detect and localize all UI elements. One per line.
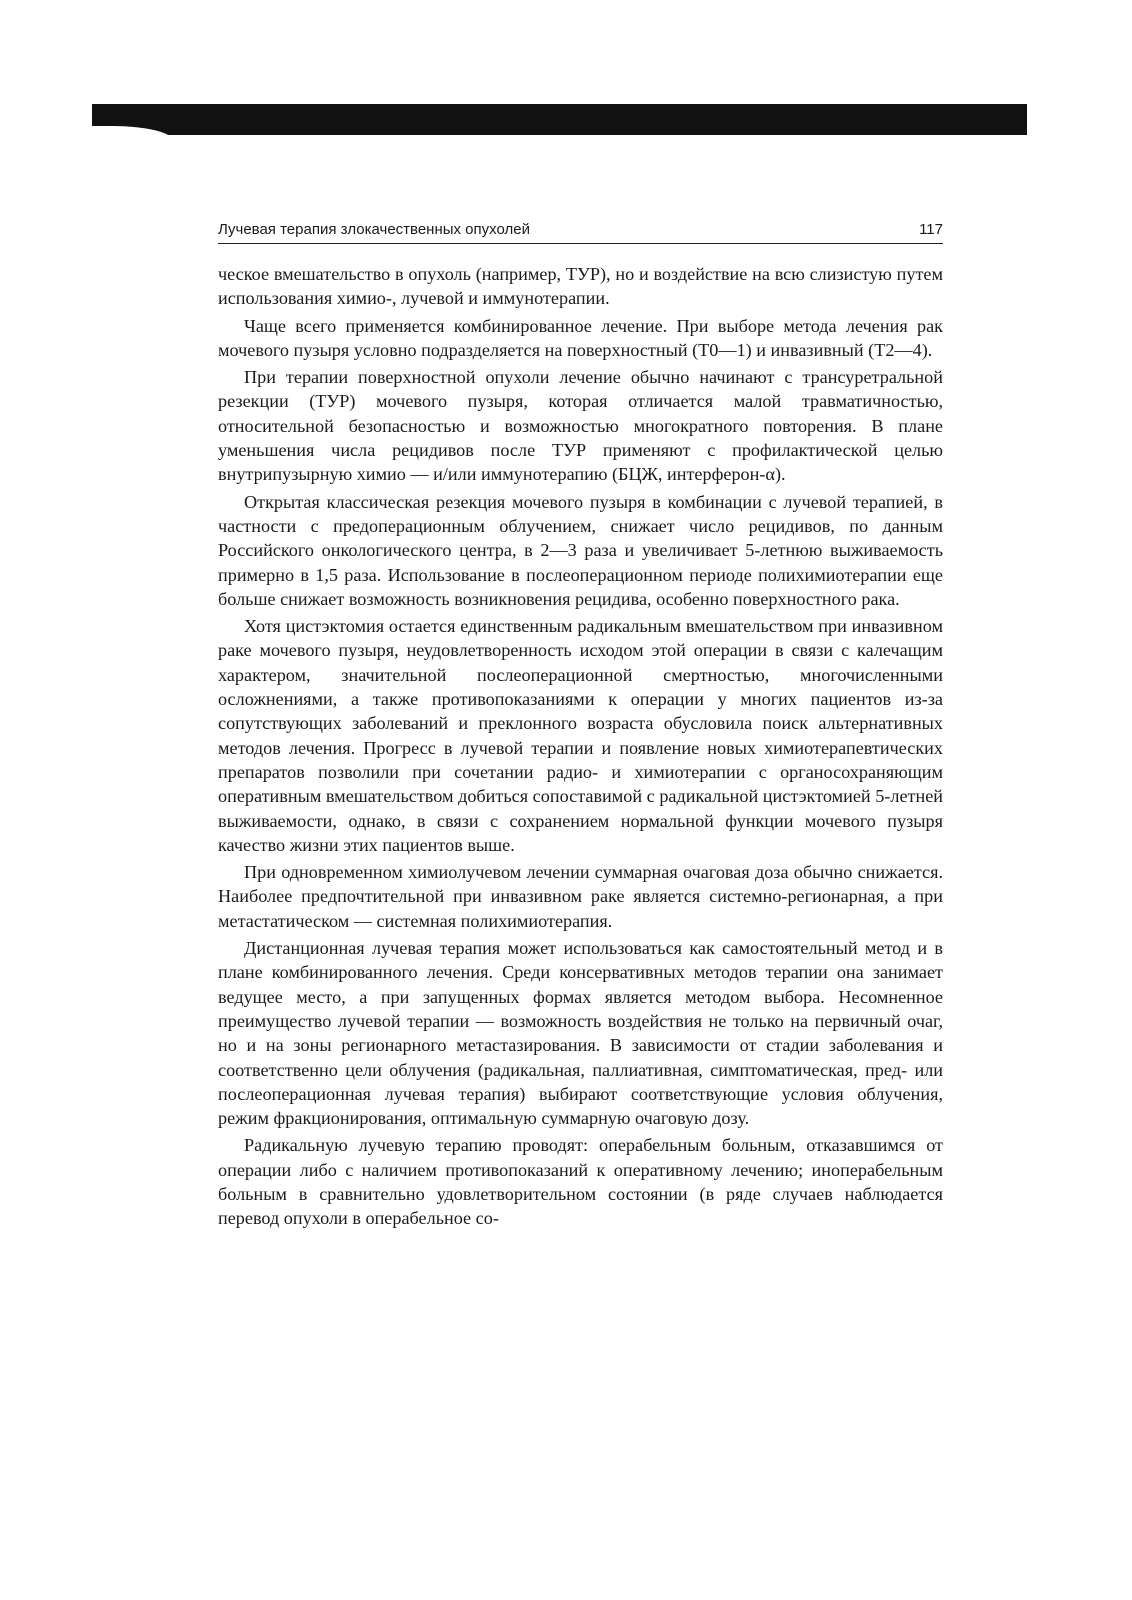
- paragraph: Чаще всего применяется комбинированное лечение. При выборе метода лечения рак мочевого пузыря условно подразделяется на поверхностный (Т0—1) и инвазивный (Т2—4).: [218, 315, 943, 360]
- running-header: [218, 219, 943, 244]
- paragraph: Хотя цистэктомия остается единственным радикальным вмешательством при инвазивном раке мочевого пузыря, неудовлетворенность исходом этой операции в связи с калечащим характером, значительной послеоперационной смертностью, многочисленными осложнениями, а также противопоказаниями к операции у многих пациентов из-за сопутствующих заболеваний и преклонного возраста обусловила поиск альтернативных методов лечения. Прогресс в лучевой терапии и появление новых химиотерапевтических препаратов позволили при сочетании радио- и химиотерапии с органосохраняющим оперативным вмешательством добиться сопоставимой с радикальной цистэктомией 5-летней выживаемости, однако, в связи с сохранением нормальной функции мочевого пузыря качество жизни этих пациентов выше.: [218, 616, 943, 855]
- chapter-title: Лучевая терапия злокачественных опухолей: [218, 221, 530, 238]
- paragraph: Открытая классическая резекция мочевого пузыря в комбинации с лучевой терапией, в частности с предоперационным облучением, снижает число рецидивов, по данным Российского онкологического центра, в 2—3 раза и увеличивает 5-летнюю выживаемость примерно в 1,5 раза. Использование в послеоперационном периоде полихимиотерапии еще больше снижает возможность возникновения рецидива, особенно поверхностного рака.: [218, 491, 943, 609]
- paragraph: При одновременном химиолучевом лечении суммарная очаговая доза обычно снижается. Наиболее предпочтительной при инвазивном раке является системно-регионарная, а при метастатическом — системная полихимиотерапия.: [218, 862, 943, 931]
- paragraph: ческое вмешательство в опухоль (например, ТУР), но и воздействие на всю слизистую путем использования химио-, лучевой и иммунотерапии.: [218, 264, 943, 309]
- decorative-top-bar: [92, 104, 1027, 135]
- paragraph: Дистанционная лучевая терапия может использоваться как самостоятельный метод и в плане комбинированного лечения. Среди консервативных методов терапии она занимает ведущее место, а при запущенных формах является методом выбора. Несомненное преимущество лучевой терапии — возможность воздействия не только на первичный очаг, но и на зоны регионарного метастазирования. В зависимости от стадии заболевания и соответственно цели облучения (радикальная, паллиативная, симптоматическая, пред- или послеоперационная лучевая терапия) выбирают соответствующие условия облучения, режим фракционирования, оптимальную суммарную очаговую дозу.: [218, 938, 943, 1129]
- page-number: 117: [919, 221, 943, 238]
- text-body: [218, 262, 943, 1234]
- paragraph: Радикальную лучевую терапию проводят: операбельным больным, отказавшимся от операции либо с наличием противопоказаний к оперативному лечению; иноперабельным больным в сравнительно удовлетворительном состоянии (в ряде случаев наблюдается перевод опухоли в операбельное со-: [218, 1135, 943, 1229]
- paragraph: При терапии поверхностной опухоли лечение обычно начинают с трансуретральной резекции (ТУР) мочевого пузыря, которая отличается малой травматичностью, относительной безопасностью и возможностью многократного повторения. В плане уменьшения числа рецидивов после ТУР применяют с профилактической целью внутрипузырную химио — и/или иммунотерапию (БЦЖ, интерферон-α).: [218, 367, 943, 485]
